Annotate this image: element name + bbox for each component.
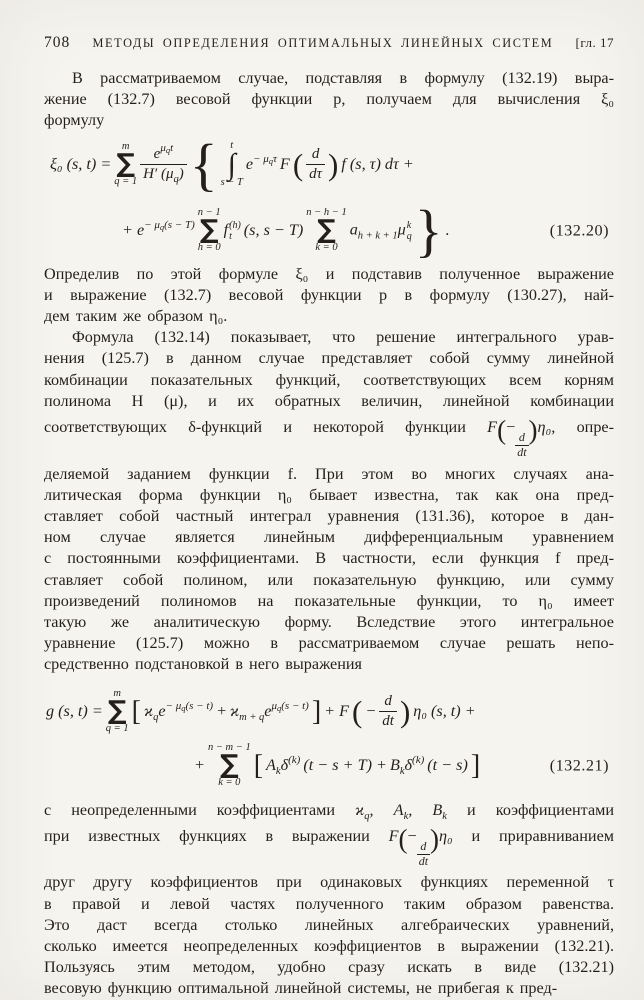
punctuation: , bbox=[369, 800, 374, 819]
exponent bbox=[166, 700, 214, 712]
exponent bbox=[144, 219, 195, 231]
math-superscript: k bbox=[406, 219, 412, 231]
text-line-with-math bbox=[44, 800, 614, 821]
math-subscript: t bbox=[229, 230, 232, 242]
minus-sign: − bbox=[506, 418, 516, 437]
text-line: ставляет собой полином, или показательную функцию, или сумму bbox=[44, 570, 614, 589]
punctuation: , bbox=[408, 800, 413, 819]
minus-sign: − bbox=[407, 826, 417, 845]
text-line: ставляет собой частный интеграл уравнения (131.36), которое в дан- bbox=[44, 507, 614, 526]
integral-symbol bbox=[221, 141, 243, 189]
formula-lhs: ξ₀ (s, t) = bbox=[50, 155, 112, 174]
formula-line: ξ₀ (s, t) = m ∑ q = 1 $e^{\mu_qt}$ H′ $(\mu_q)$ { t ∫ s − T $e^{- \mu_q\tau}$ F ( $\frac{d}{d\tau}$ ) f (s, τ) dτ + bbox=[50, 131, 414, 197]
math-subscript: q bbox=[406, 230, 412, 242]
math-subscript: h + k + 1 bbox=[357, 230, 398, 242]
text-line: жение (132.7) весовой функции p, получаем для вычисления ξ₀ bbox=[44, 90, 614, 109]
text-line: ном случае является линейным дифференциальным уравнением bbox=[44, 528, 614, 547]
sigma-icon: ∑ bbox=[107, 696, 127, 727]
exp-term bbox=[246, 155, 277, 174]
text-line: Формула (132.14) показывает, что решение интегрального урав- bbox=[72, 328, 614, 347]
math-symbol: f bbox=[223, 220, 229, 239]
summation-symbol bbox=[306, 208, 346, 254]
math-symbol: η₀ bbox=[439, 826, 453, 845]
fraction-numerator bbox=[151, 142, 177, 164]
fraction bbox=[140, 142, 187, 186]
math-subscript: k bbox=[442, 810, 447, 822]
sum-lower-limit: q = 1 bbox=[114, 175, 138, 187]
math-subscript: q bbox=[159, 222, 165, 233]
text-line: дем таким же образом η₀. bbox=[44, 307, 228, 326]
math-symbol: t bbox=[170, 142, 174, 155]
summation-symbol bbox=[208, 743, 251, 789]
text-segment: и коэффициентами bbox=[467, 800, 615, 819]
fraction bbox=[379, 692, 397, 731]
text-line: весовую функцию оптимальной линейной системы, не прибегая к пред- bbox=[44, 979, 558, 998]
text-segment: с неопределенными коэффициентами bbox=[44, 800, 336, 819]
math-symbol: − μ bbox=[253, 153, 269, 166]
math-symbol: τ bbox=[272, 153, 277, 166]
sup-sub-stack bbox=[407, 220, 412, 242]
integral-icon: ∫ bbox=[227, 148, 236, 182]
fraction-denominator: dt bbox=[517, 444, 527, 459]
math-symbol: (s − t) bbox=[185, 700, 214, 713]
formula-line: + $e^{- \mu_q(s - T)}$ n − 1 ∑ h = 0 f (h) t (s, s − T) n − h − 1 ∑ k = 0 $a_{h + k + 1}\mu$ k q } . (132.20) bbox=[122, 197, 609, 263]
formula-tail: η₀ (s, t) + bbox=[413, 702, 476, 721]
math-symbol: A bbox=[266, 756, 276, 775]
formula-line: g (s, t) = m ∑ q = 1 [ $ϰ_qe^{- \mu_q(s - t)}$ + $ϰ_{m + q}e^{\mu_q(s - t)}$ ] + F ( − $\frac{d}{dt}$ ) η₀ (s, t) + bbox=[46, 687, 476, 734]
text-line: Определив по этой формуле ξ₀ и подставив полученное выражение bbox=[44, 264, 614, 283]
fraction bbox=[417, 840, 430, 869]
math-symbol: ϰ bbox=[355, 800, 365, 819]
math-symbol: μ bbox=[271, 700, 277, 713]
inline-symbol bbox=[355, 800, 374, 822]
math-superscript: (k) bbox=[288, 754, 301, 767]
punctuation: . bbox=[445, 221, 450, 240]
inline-formula bbox=[388, 823, 453, 868]
math-subscript: q bbox=[181, 703, 186, 714]
math-symbol: H′ (μ bbox=[143, 166, 174, 183]
sum-lower-limit: k = 0 bbox=[218, 777, 241, 788]
text-segment: при известных функциях в выражении bbox=[44, 826, 370, 845]
math-symbol: ϰ bbox=[230, 702, 240, 721]
minus-sign: − bbox=[365, 702, 377, 721]
fraction-numerator: d bbox=[384, 693, 392, 710]
math-superscript: (k) bbox=[412, 754, 425, 767]
sigma-icon: ∑ bbox=[317, 215, 336, 246]
text-line: и выражение (132.7) весовой функции p в формулу (130.27), най- bbox=[44, 285, 614, 304]
paragraph-2 bbox=[44, 264, 614, 328]
inline-symbol bbox=[432, 800, 447, 822]
text-line: В рассматриваемом случае, подставляя в формулу (132.19) выра- bbox=[72, 69, 614, 87]
math-symbol: B bbox=[389, 756, 400, 775]
math-symbol: B bbox=[432, 800, 443, 819]
text-line: литическая форма функции η₀ бывает известна, так как она пред- bbox=[44, 485, 614, 504]
formula-lhs: g (s, t) = bbox=[46, 702, 103, 721]
sigma-icon: ∑ bbox=[219, 750, 239, 781]
math-symbol: μ bbox=[160, 142, 166, 155]
math-symbol: a bbox=[349, 220, 358, 239]
fraction-numerator: d bbox=[420, 838, 427, 853]
delta-term bbox=[266, 754, 301, 778]
math-subscript: q bbox=[153, 712, 159, 724]
math-superscript: (h) bbox=[229, 219, 241, 231]
text-line: в правой и левой частях полученного таким образом равенства. bbox=[44, 894, 614, 913]
math-symbol: e bbox=[153, 146, 161, 163]
summation-symbol bbox=[198, 208, 221, 254]
sigma-icon: ∑ bbox=[199, 215, 219, 246]
math-symbol: e bbox=[264, 702, 272, 721]
text-line: сколько имеется неопределенных коэффициентов в выражении (132.21). bbox=[44, 937, 614, 956]
display-formula-132-21 bbox=[44, 686, 614, 794]
fraction-numerator: d bbox=[518, 430, 525, 445]
running-header bbox=[44, 34, 614, 52]
text-line: деляемой заданием функции f. При этом во многих случаях ана- bbox=[44, 464, 614, 483]
text-line: полинома H (μ), и их обратных величин, линейной комбинации bbox=[44, 391, 614, 410]
arguments: (s, s − T) bbox=[243, 221, 304, 240]
integral-upper-limit: t bbox=[230, 139, 234, 151]
paragraph-1 bbox=[44, 68, 614, 132]
sum-upper-limit: n − m − 1 bbox=[207, 741, 251, 753]
close-paren: ) bbox=[430, 823, 440, 854]
inline-symbol bbox=[393, 800, 413, 822]
chapter-label: [гл. 17 bbox=[575, 35, 614, 50]
exponent bbox=[253, 153, 277, 165]
math-symbol: (s − T) bbox=[164, 219, 195, 232]
exponent bbox=[271, 700, 308, 712]
inline-formula bbox=[487, 415, 556, 459]
text-segment: опре- bbox=[576, 418, 615, 437]
math-subscript: k bbox=[403, 810, 409, 822]
fraction-denominator bbox=[140, 164, 187, 184]
math-subscript: m + q bbox=[239, 712, 265, 724]
fraction-denominator: dτ bbox=[306, 164, 325, 184]
math-symbol: e bbox=[245, 155, 254, 174]
math-symbol: A bbox=[393, 800, 404, 819]
math-subscript: q bbox=[364, 810, 370, 822]
text-line: произведений полиномов на показательные функции, то η₀ имеет bbox=[44, 591, 614, 610]
summation-symbol bbox=[106, 689, 129, 735]
math-subscript: k bbox=[399, 766, 405, 778]
equation-number: (132.20) bbox=[549, 221, 609, 240]
text-line: уравнение (125.7) можно в рассматриваемом случае решать непо- bbox=[44, 634, 614, 653]
math-symbol: F bbox=[388, 826, 399, 845]
text-line: такую же аналитическую форму. Вследствие этого интегральное bbox=[44, 613, 614, 632]
math-symbol: δ bbox=[280, 756, 289, 775]
formula-tail: f (s, τ) dτ + bbox=[341, 155, 414, 174]
math-symbol: + e bbox=[122, 221, 145, 240]
arguments: (t − s) bbox=[427, 756, 468, 775]
sum-lower-limit: q = 1 bbox=[105, 723, 129, 734]
exp-term bbox=[230, 700, 309, 724]
sigma-icon: ∑ bbox=[116, 149, 135, 180]
equation-number: (132.21) bbox=[549, 756, 609, 775]
math-subscript: q bbox=[268, 156, 273, 167]
text-line: нения (125.7) в данном случае представляет собой сумму линейной bbox=[44, 349, 614, 368]
fraction-numerator: d bbox=[311, 146, 320, 163]
math-subscript: q bbox=[173, 174, 179, 186]
fraction bbox=[306, 145, 325, 184]
arguments: (t − s + T) + bbox=[303, 756, 387, 775]
open-paren: ( bbox=[398, 823, 408, 854]
display-formula-132-20 bbox=[44, 132, 614, 264]
plus-sign: + bbox=[194, 756, 205, 775]
close-paren: ) bbox=[528, 415, 538, 446]
sum-upper-limit: m bbox=[113, 687, 122, 699]
sum-upper-limit: n − h − 1 bbox=[306, 206, 347, 218]
math-subscript: q bbox=[165, 145, 171, 156]
math-symbol: F bbox=[279, 155, 290, 174]
sum-lower-limit: k = 0 bbox=[315, 241, 338, 253]
sum-upper-limit: m bbox=[121, 140, 130, 152]
math-symbol: δ bbox=[404, 756, 413, 775]
text-line: формулу bbox=[44, 111, 105, 130]
coefficient-term bbox=[350, 220, 412, 242]
math-symbol: + F bbox=[324, 702, 350, 721]
text-segment: и приравниванием bbox=[471, 826, 614, 845]
text-line-with-math bbox=[44, 417, 614, 460]
text-line: комбинации показательных функций, соответствующих всем корням bbox=[44, 370, 614, 389]
sup-sub-stack bbox=[229, 220, 241, 242]
summation-symbol bbox=[114, 142, 137, 188]
plus-sign: + bbox=[216, 702, 227, 721]
math-symbol: − μ bbox=[144, 219, 160, 232]
text-segment: соответствующих δ-функций и некоторой функции bbox=[44, 418, 466, 437]
fraction-denominator: dt bbox=[418, 853, 429, 868]
exp-term bbox=[122, 221, 195, 240]
math-symbol: η₀, bbox=[537, 418, 556, 437]
fraction bbox=[515, 431, 528, 460]
fraction-denominator: dt bbox=[379, 711, 397, 731]
running-title: МЕТОДЫ ОПРЕДЕЛЕНИЯ ОПТИМАЛЬНЫХ ЛИНЕЙНЫХ СИСТЕМ bbox=[92, 36, 554, 50]
page-number: 708 bbox=[44, 34, 71, 51]
sum-lower-limit: h = 0 bbox=[197, 241, 221, 253]
function-term bbox=[224, 220, 241, 242]
text-line: Это даст всегда столько линейных алгебраических уравнений, bbox=[44, 915, 614, 934]
sum-upper-limit: n − 1 bbox=[197, 206, 221, 218]
integral-lower-limit: s − T bbox=[220, 177, 243, 189]
math-symbol: F bbox=[487, 418, 498, 437]
delta-term bbox=[389, 754, 425, 778]
text-line: Пользуясь этим методом, удобно сразу искать в виде (132.21) bbox=[44, 958, 614, 977]
math-symbol: μ bbox=[397, 220, 406, 239]
text-line: с постоянными коэффициентами. В частности, если функция f пред- bbox=[44, 549, 614, 568]
math-symbol: − μ bbox=[165, 700, 182, 713]
math-subscript: q bbox=[277, 703, 282, 714]
math-symbol: e bbox=[158, 702, 166, 721]
math-symbol: ϰ bbox=[143, 702, 154, 721]
paragraph-3 bbox=[44, 327, 614, 675]
math-symbol: ) bbox=[178, 166, 184, 183]
math-symbol: (s − t) bbox=[281, 700, 309, 713]
exponent bbox=[160, 142, 173, 154]
text-line: друг другу коэффициентов при одинаковых функциях переменной τ bbox=[44, 873, 614, 892]
formula-line: + n − m − 1 ∑ k = 0 [ $A_k\delta^{(k)}$ (t − s + T) + $B_k\delta^{(k)}$ (t − s) ] (132.21) bbox=[194, 741, 609, 788]
open-paren: ( bbox=[497, 415, 507, 446]
text-line: средственно подстановкой в него выражения bbox=[44, 655, 362, 674]
paragraph-4 bbox=[44, 800, 614, 1000]
text-line-with-math bbox=[44, 823, 614, 869]
math-subscript: k bbox=[275, 766, 281, 778]
exp-term bbox=[143, 700, 214, 724]
